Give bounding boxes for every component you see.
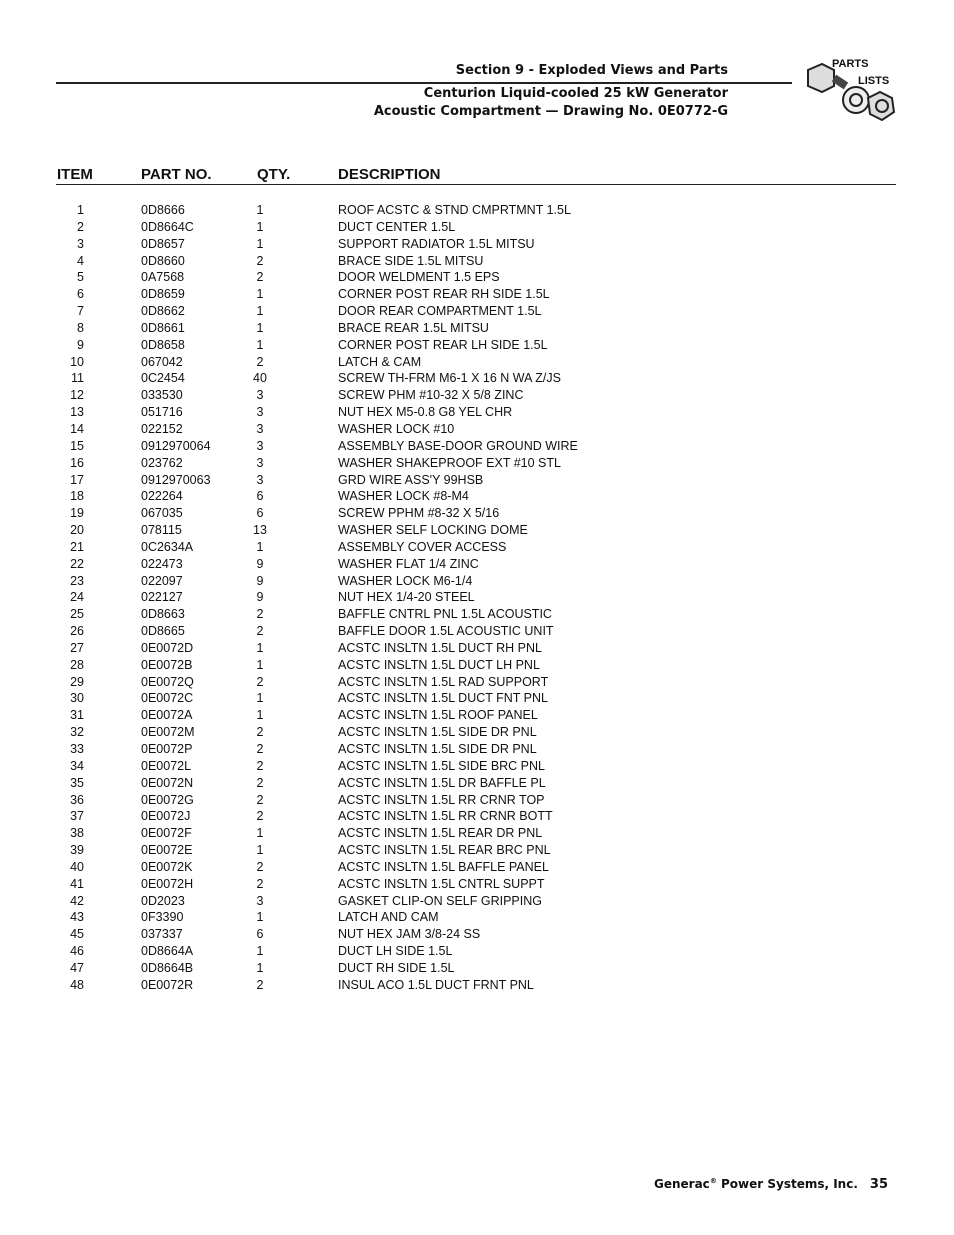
description: CORNER POST REAR RH SIDE 1.5L bbox=[338, 287, 550, 302]
quantity: 2 bbox=[256, 270, 264, 285]
table-row bbox=[0, 909, 954, 926]
table-row bbox=[0, 505, 954, 522]
part-number: 0E0072J bbox=[141, 809, 191, 824]
quantity: 2 bbox=[256, 775, 264, 790]
item-number: 12 bbox=[70, 388, 84, 403]
drawing-title: Acoustic Compartment — Drawing No. 0E0772-G bbox=[373, 104, 728, 119]
part-number: 0E0072R bbox=[141, 977, 194, 992]
description: SCREW PPHM #8-32 X 5/16 bbox=[338, 506, 500, 521]
part-number: 0E0072A bbox=[141, 708, 193, 723]
item-number: 28 bbox=[70, 657, 84, 672]
quantity: 1 bbox=[256, 657, 264, 672]
item-number: 43 bbox=[70, 910, 84, 925]
quantity: 2 bbox=[256, 725, 264, 740]
description: BRACE REAR 1.5L MITSU bbox=[338, 320, 489, 335]
footer-company: Generac bbox=[654, 1177, 710, 1191]
table-row bbox=[0, 286, 954, 303]
quantity: 6 bbox=[256, 489, 264, 504]
table-row bbox=[0, 775, 954, 792]
description: ACSTC INSLTN 1.5L DUCT LH PNL bbox=[338, 657, 540, 672]
description: ASSEMBLY BASE-DOOR GROUND WIRE bbox=[338, 438, 578, 453]
item-number: 37 bbox=[70, 809, 84, 824]
table-row bbox=[0, 876, 954, 893]
item-number: 25 bbox=[70, 607, 84, 622]
item-number: 1 bbox=[77, 203, 84, 217]
quantity: 40 bbox=[253, 371, 267, 386]
description: BAFFLE CNTRL PNL 1.5L ACOUSTIC bbox=[338, 607, 552, 622]
table-row bbox=[0, 741, 954, 758]
quantity: 2 bbox=[256, 607, 264, 622]
table-row bbox=[0, 808, 954, 825]
item-number: 27 bbox=[70, 640, 84, 655]
part-number: 0D8662 bbox=[141, 304, 185, 319]
part-number: 0912970063 bbox=[141, 472, 211, 487]
description: WASHER FLAT 1/4 ZINC bbox=[338, 556, 479, 571]
table-row bbox=[0, 539, 954, 556]
table-row bbox=[0, 337, 954, 354]
table-row bbox=[0, 573, 954, 590]
quantity: 3 bbox=[256, 472, 264, 487]
description: ACSTC INSLTN 1.5L SIDE BRC PNL bbox=[338, 758, 546, 773]
table-row bbox=[0, 893, 954, 910]
description: ACSTC INSLTN 1.5L RR CRNR TOP bbox=[338, 792, 545, 807]
section-title: Section 9 - Exploded Views and Parts bbox=[455, 63, 728, 78]
quantity: 6 bbox=[256, 927, 264, 942]
part-number: 0E0072K bbox=[141, 859, 193, 874]
table-row bbox=[0, 960, 954, 977]
item-number: 42 bbox=[70, 893, 84, 908]
footer-company-rest: Power Systems, Inc. bbox=[716, 1177, 858, 1191]
quantity: 1 bbox=[256, 287, 264, 302]
item-number: 7 bbox=[77, 304, 84, 319]
table-row bbox=[0, 690, 954, 707]
item-number: 24 bbox=[70, 590, 84, 605]
part-number: 023762 bbox=[141, 455, 183, 470]
description: DUCT LH SIDE 1.5L bbox=[338, 944, 453, 959]
table-row bbox=[0, 303, 954, 320]
description: ACSTC INSLTN 1.5L REAR DR PNL bbox=[338, 826, 543, 841]
quantity: 13 bbox=[253, 523, 267, 538]
description: GRD WIRE ASS'Y 99HSB bbox=[338, 472, 484, 487]
part-number: 0D8664A bbox=[141, 944, 194, 959]
description: ACSTC INSLTN 1.5L REAR BRC PNL bbox=[338, 843, 551, 858]
table-row bbox=[0, 236, 954, 253]
item-number: 15 bbox=[70, 438, 84, 453]
description: WASHER SELF LOCKING DOME bbox=[338, 523, 528, 538]
table-row bbox=[0, 370, 954, 387]
part-number: 0E0072Q bbox=[141, 674, 194, 689]
description: ACSTC INSLTN 1.5L ROOF PANEL bbox=[338, 708, 538, 723]
description: INSUL ACO 1.5L DUCT FRNT PNL bbox=[338, 977, 534, 992]
part-number: 0D8664C bbox=[141, 219, 194, 234]
quantity: 9 bbox=[256, 590, 264, 605]
quantity: 3 bbox=[256, 405, 264, 420]
table-row bbox=[0, 623, 954, 640]
item-number: 47 bbox=[70, 960, 84, 975]
document-title: Centurion Liquid-cooled 25 kW Generator bbox=[423, 86, 728, 101]
quantity: 2 bbox=[256, 742, 264, 756]
item-number: 10 bbox=[70, 354, 84, 369]
description: NUT HEX 1/4-20 STEEL bbox=[338, 590, 475, 605]
part-number: 0E0072F bbox=[141, 826, 192, 841]
part-number: 022127 bbox=[141, 590, 183, 605]
description: DOOR WELDMENT 1.5 EPS bbox=[338, 270, 500, 285]
part-number: 0E0072E bbox=[141, 843, 193, 858]
quantity: 2 bbox=[256, 859, 264, 874]
quantity: 1 bbox=[256, 826, 264, 841]
table-row bbox=[0, 724, 954, 741]
item-number: 32 bbox=[70, 725, 84, 740]
part-number: 0D8659 bbox=[141, 287, 185, 302]
description: ACSTC INSLTN 1.5L BAFFLE PANEL bbox=[338, 859, 549, 874]
item-number: 33 bbox=[70, 742, 84, 756]
logo-text-parts: PARTS bbox=[832, 58, 869, 70]
description: ACSTC INSLTN 1.5L SIDE DR PNL bbox=[338, 725, 537, 740]
description: DUCT RH SIDE 1.5L bbox=[338, 960, 455, 975]
item-number: 23 bbox=[70, 573, 84, 588]
item-number: 45 bbox=[70, 927, 84, 942]
part-number: 022152 bbox=[141, 421, 183, 436]
quantity: 2 bbox=[256, 977, 264, 992]
table-row bbox=[0, 522, 954, 539]
column-header-item: ITEM bbox=[57, 166, 93, 183]
part-number: 0D8664B bbox=[141, 960, 194, 975]
description: NUT HEX M5-0.8 G8 YEL CHR bbox=[338, 405, 513, 420]
table-row bbox=[0, 589, 954, 606]
part-number: 067042 bbox=[141, 354, 183, 369]
quantity: 1 bbox=[256, 219, 264, 234]
item-number: 41 bbox=[70, 876, 84, 891]
quantity: 1 bbox=[256, 337, 264, 352]
part-number: 067035 bbox=[141, 506, 183, 521]
part-number: 0F3390 bbox=[141, 910, 184, 925]
quantity: 2 bbox=[256, 354, 264, 369]
page-footer bbox=[654, 1177, 888, 1192]
item-number: 46 bbox=[70, 944, 84, 959]
description: CORNER POST REAR LH SIDE 1.5L bbox=[338, 337, 548, 352]
part-number: 0E0072M bbox=[141, 725, 195, 740]
table-row bbox=[0, 842, 954, 859]
part-number: 0E0072P bbox=[141, 742, 193, 756]
item-number: 35 bbox=[70, 775, 84, 790]
item-number: 4 bbox=[77, 253, 84, 268]
description: SCREW PHM #10-32 X 5/8 ZINC bbox=[338, 388, 524, 403]
quantity: 1 bbox=[256, 691, 264, 706]
item-number: 34 bbox=[70, 758, 84, 773]
column-header-part-no: PART NO. bbox=[141, 166, 212, 183]
bolt-washer-nut-icon bbox=[802, 56, 898, 130]
item-number: 5 bbox=[77, 270, 84, 285]
description: ACSTC INSLTN 1.5L DR BAFFLE PL bbox=[338, 775, 546, 790]
description: ROOF ACSTC & STND CMPRTMNT 1.5L bbox=[338, 203, 571, 217]
table-row bbox=[0, 943, 954, 960]
table-row bbox=[0, 606, 954, 623]
quantity: 9 bbox=[256, 573, 264, 588]
table-row bbox=[0, 320, 954, 337]
part-number: 0E0072G bbox=[141, 792, 194, 807]
quantity: 3 bbox=[256, 455, 264, 470]
item-number: 29 bbox=[70, 674, 84, 689]
part-number: 022097 bbox=[141, 573, 183, 588]
description: SCREW TH-FRM M6-1 X 16 N WA Z/JS bbox=[338, 371, 561, 386]
table-row bbox=[0, 859, 954, 876]
description: ACSTC INSLTN 1.5L DUCT RH PNL bbox=[338, 640, 542, 655]
page-header bbox=[0, 62, 728, 121]
part-number: 0C2634A bbox=[141, 539, 194, 554]
table-row bbox=[0, 926, 954, 943]
description: WASHER LOCK M6-1/4 bbox=[338, 573, 473, 588]
quantity: 6 bbox=[256, 506, 264, 521]
table-row bbox=[0, 977, 954, 994]
part-number: 0D8665 bbox=[141, 624, 185, 639]
description: NUT HEX JAM 3/8-24 SS bbox=[338, 927, 481, 942]
description: BRACE SIDE 1.5L MITSU bbox=[338, 253, 484, 268]
quantity: 3 bbox=[256, 421, 264, 436]
part-number: 037337 bbox=[141, 927, 183, 942]
part-number: 0D8658 bbox=[141, 337, 185, 352]
description: ASSEMBLY COVER ACCESS bbox=[338, 539, 507, 554]
table-row bbox=[0, 825, 954, 842]
table-row bbox=[0, 387, 954, 404]
description: ACSTC INSLTN 1.5L RAD SUPPORT bbox=[338, 674, 549, 689]
table-row bbox=[0, 640, 954, 657]
quantity: 1 bbox=[256, 304, 264, 319]
item-number: 38 bbox=[70, 826, 84, 841]
table-row bbox=[0, 438, 954, 455]
description: BAFFLE DOOR 1.5L ACOUSTIC UNIT bbox=[338, 624, 554, 639]
table-row bbox=[0, 202, 954, 219]
part-number: 0E0072N bbox=[141, 775, 194, 790]
description: GASKET CLIP-ON SELF GRIPPING bbox=[338, 893, 542, 908]
quantity: 2 bbox=[256, 792, 264, 807]
table-row bbox=[0, 219, 954, 236]
item-number: 13 bbox=[70, 405, 84, 420]
description: WASHER LOCK #10 bbox=[338, 421, 455, 436]
description: ACSTC INSLTN 1.5L CNTRL SUPPT bbox=[338, 876, 545, 891]
part-number: 0D8660 bbox=[141, 253, 185, 268]
part-number: 022473 bbox=[141, 556, 183, 571]
item-number: 19 bbox=[70, 506, 84, 521]
description: ACSTC INSLTN 1.5L RR CRNR BOTT bbox=[338, 809, 553, 824]
description: ACSTC INSLTN 1.5L SIDE DR PNL bbox=[338, 742, 537, 756]
item-number: 3 bbox=[77, 236, 84, 251]
item-number: 31 bbox=[70, 708, 84, 723]
part-number: 051716 bbox=[141, 405, 183, 420]
item-number: 2 bbox=[77, 219, 84, 234]
part-number: 078115 bbox=[141, 523, 182, 538]
quantity: 1 bbox=[256, 843, 264, 858]
item-number: 11 bbox=[71, 371, 84, 386]
table-row bbox=[0, 253, 954, 270]
quantity: 1 bbox=[256, 539, 264, 554]
quantity: 2 bbox=[256, 253, 264, 268]
item-number: 21 bbox=[70, 539, 84, 554]
part-number: 0E0072D bbox=[141, 640, 194, 655]
quantity: 1 bbox=[256, 960, 264, 975]
registered-mark: ® bbox=[709, 1177, 717, 1185]
part-number: 0912970064 bbox=[141, 438, 211, 453]
description: WASHER SHAKEPROOF EXT #10 STL bbox=[338, 455, 561, 470]
column-header-description: DESCRIPTION bbox=[338, 166, 441, 183]
page-number: 35 bbox=[869, 1177, 888, 1192]
logo-text-lists: LISTS bbox=[858, 75, 890, 87]
table-row bbox=[0, 758, 954, 775]
item-number: 26 bbox=[70, 624, 84, 639]
part-number: 0E0072H bbox=[141, 876, 194, 891]
table-row bbox=[0, 674, 954, 691]
quantity: 2 bbox=[256, 674, 264, 689]
description: DUCT CENTER 1.5L bbox=[338, 219, 456, 234]
quantity: 1 bbox=[256, 640, 264, 655]
table-row bbox=[0, 488, 954, 505]
item-number: 39 bbox=[70, 843, 84, 858]
item-number: 18 bbox=[70, 489, 84, 504]
quantity: 3 bbox=[256, 438, 264, 453]
quantity: 2 bbox=[256, 876, 264, 891]
part-number: 0D8666 bbox=[141, 203, 185, 217]
table-row bbox=[0, 354, 954, 371]
description: DOOR REAR COMPARTMENT 1.5L bbox=[338, 304, 542, 319]
quantity: 2 bbox=[256, 624, 264, 639]
table-row bbox=[0, 404, 954, 421]
part-number: 033530 bbox=[141, 388, 183, 403]
part-number: 0C2454 bbox=[141, 371, 185, 386]
quantity: 1 bbox=[256, 203, 264, 217]
part-number: 0D8657 bbox=[141, 236, 185, 251]
quantity: 3 bbox=[256, 388, 264, 403]
part-number: 0A7568 bbox=[141, 270, 185, 285]
part-number: 0D2023 bbox=[141, 893, 185, 908]
table-row bbox=[0, 455, 954, 472]
quantity: 2 bbox=[256, 758, 264, 773]
quantity: 9 bbox=[256, 556, 264, 571]
part-number: 0E0072C bbox=[141, 691, 194, 706]
description: WASHER LOCK #8-M4 bbox=[338, 489, 469, 504]
item-number: 40 bbox=[70, 859, 84, 874]
part-number: 022264 bbox=[141, 489, 183, 504]
quantity: 1 bbox=[256, 236, 264, 251]
item-number: 48 bbox=[70, 977, 84, 992]
item-number: 16 bbox=[70, 455, 84, 470]
header-divider bbox=[56, 82, 792, 84]
quantity: 1 bbox=[256, 708, 264, 723]
table-row bbox=[0, 269, 954, 286]
description: ACSTC INSLTN 1.5L DUCT FNT PNL bbox=[338, 691, 548, 706]
part-number: 0D8661 bbox=[141, 320, 185, 335]
item-number: 36 bbox=[70, 792, 84, 807]
description: LATCH & CAM bbox=[338, 354, 422, 369]
table-row bbox=[0, 707, 954, 724]
quantity: 1 bbox=[256, 910, 264, 925]
column-header-qty: QTY. bbox=[257, 166, 291, 183]
item-number: 17 bbox=[70, 472, 84, 487]
quantity: 1 bbox=[256, 944, 264, 959]
item-number: 8 bbox=[77, 320, 84, 335]
item-number: 14 bbox=[70, 421, 84, 436]
part-number: 0D8663 bbox=[141, 607, 185, 622]
quantity: 1 bbox=[256, 320, 264, 335]
item-number: 20 bbox=[70, 523, 84, 538]
item-number: 6 bbox=[77, 287, 84, 302]
quantity: 3 bbox=[256, 893, 264, 908]
table-header-divider bbox=[56, 184, 896, 185]
quantity: 2 bbox=[256, 809, 264, 824]
table-row bbox=[0, 792, 954, 809]
item-number: 30 bbox=[70, 691, 84, 706]
table-row bbox=[0, 472, 954, 489]
item-number: 9 bbox=[77, 337, 84, 352]
item-number: 22 bbox=[70, 556, 84, 571]
part-number: 0E0072B bbox=[141, 657, 193, 672]
table-row bbox=[0, 556, 954, 573]
table-row bbox=[0, 421, 954, 438]
description: LATCH AND CAM bbox=[338, 910, 439, 925]
description: SUPPORT RADIATOR 1.5L MITSU bbox=[338, 236, 535, 251]
part-number: 0E0072L bbox=[141, 758, 192, 773]
parts-table bbox=[0, 202, 954, 994]
table-row bbox=[0, 657, 954, 674]
